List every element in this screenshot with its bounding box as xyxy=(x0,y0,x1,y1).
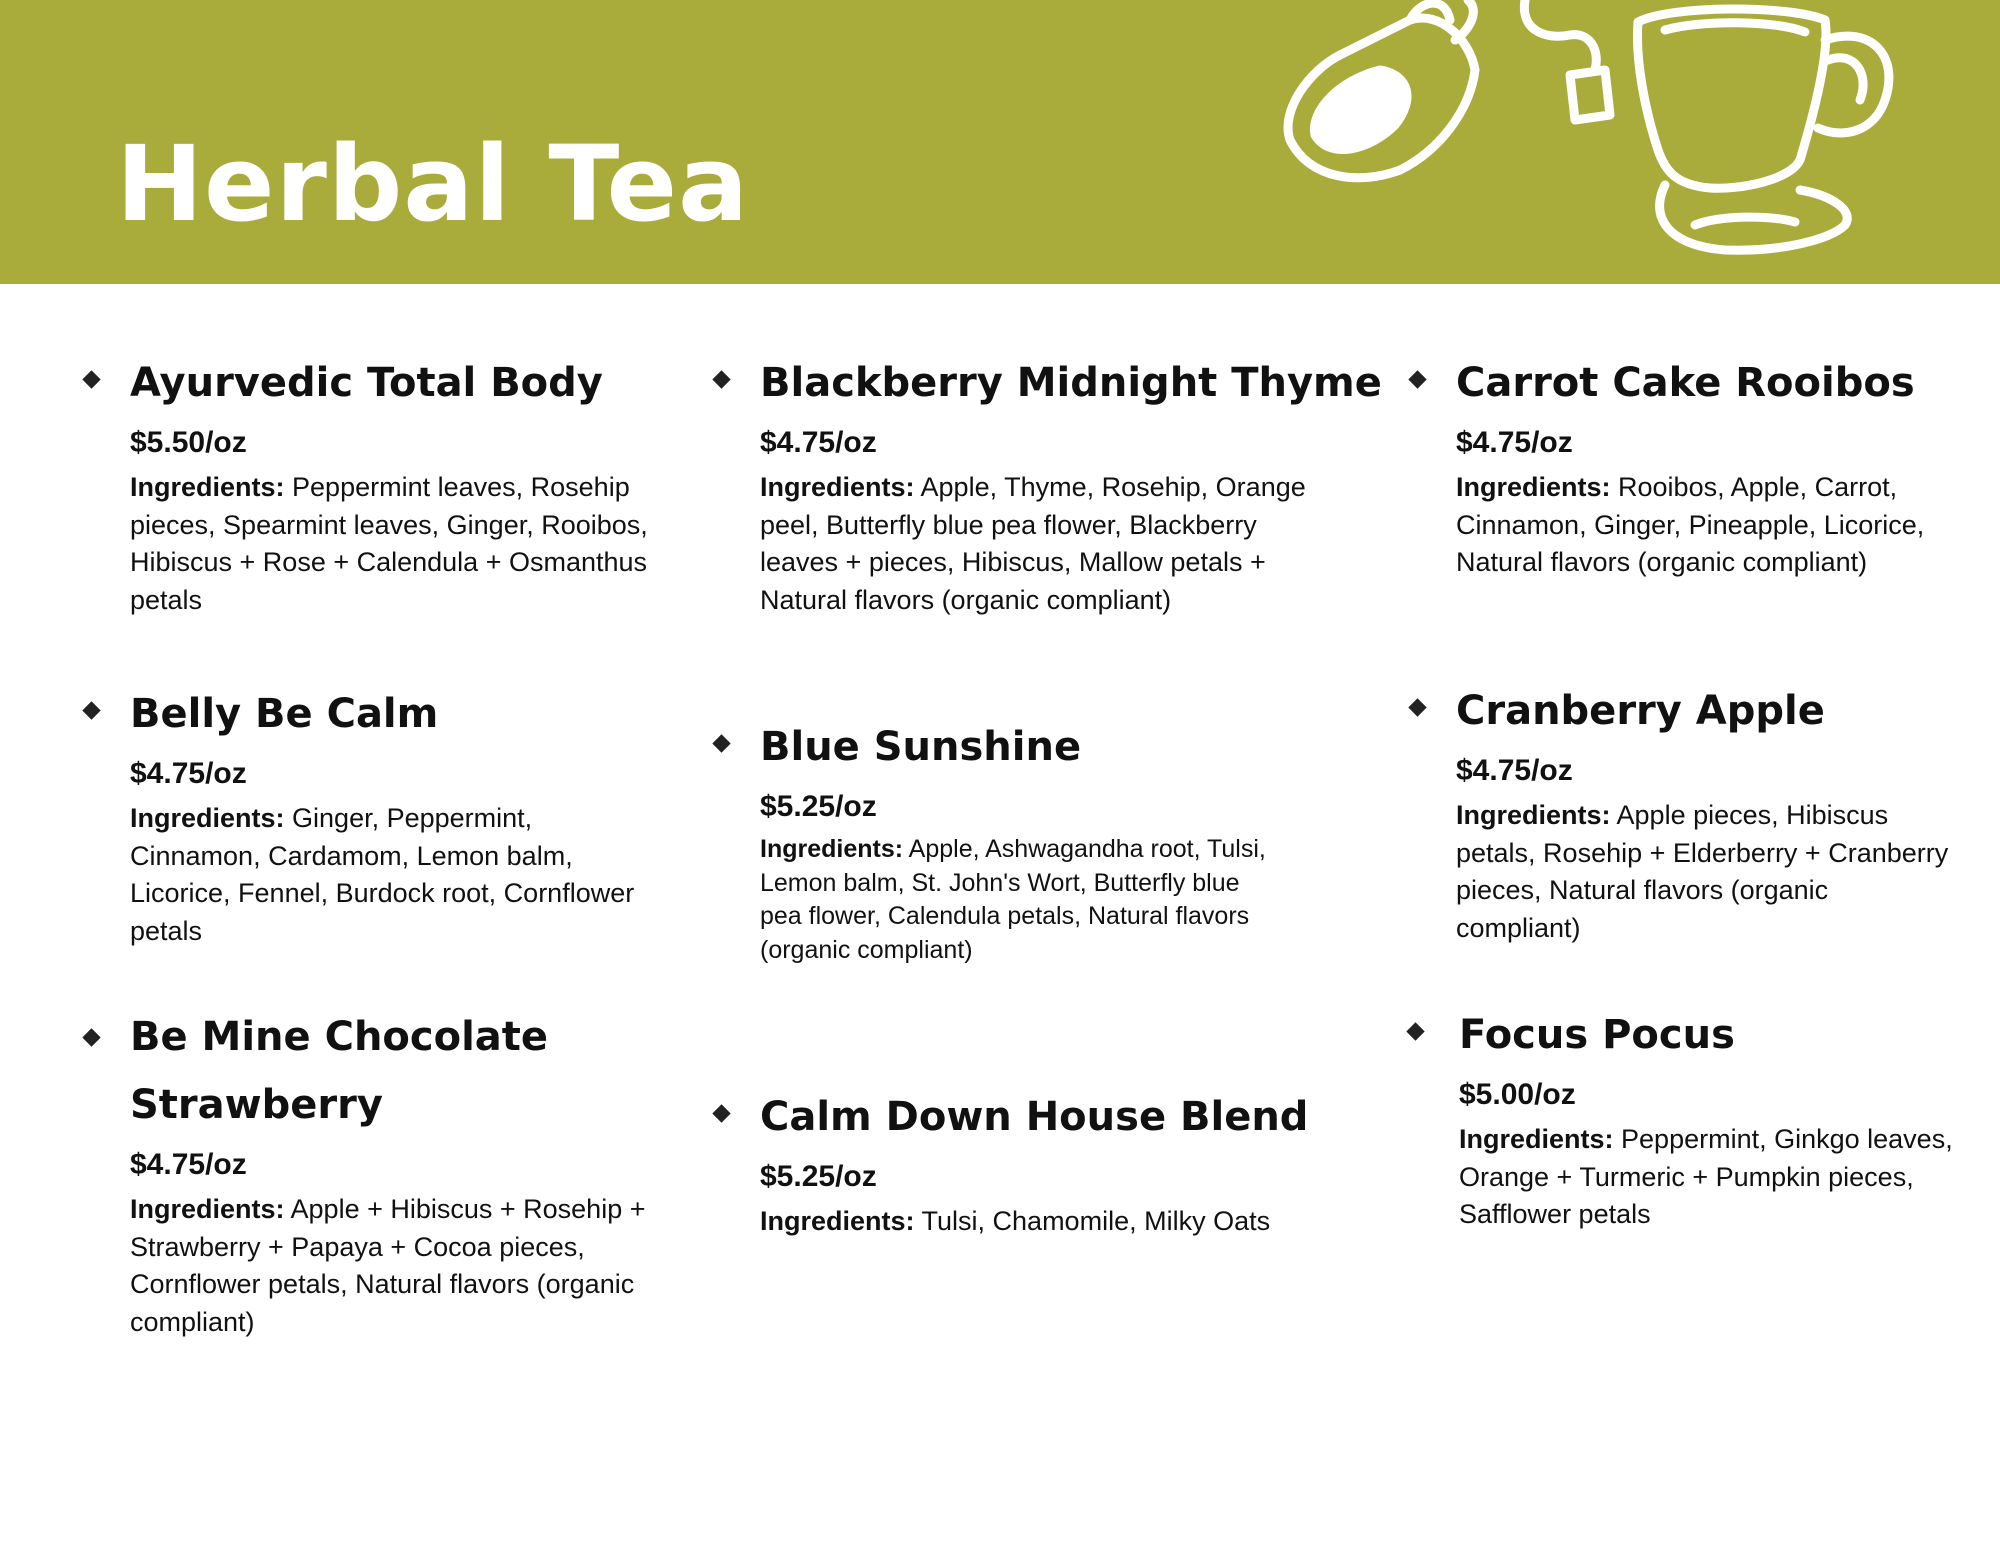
ingredients-label: Ingredients: xyxy=(760,1206,915,1236)
item-name: Cranberry Apple xyxy=(1456,688,1825,734)
item-ingredients xyxy=(760,833,1280,967)
item-name: Ayurvedic Total Body xyxy=(130,360,603,406)
ingredients-label: Ingredients: xyxy=(1456,472,1611,502)
header-banner xyxy=(0,0,2000,284)
ingredients-text: Apple, Thyme, Rosehip, Orange peel, Butterfly blue pea flower, Blackberry leaves + pieces, Hibiscus, Mallow petals + Natural flavors (organic compliant) xyxy=(760,472,1306,615)
list-item xyxy=(760,1083,1309,1241)
diamond-bullet-icon xyxy=(82,701,100,719)
item-ingredients xyxy=(1459,1121,1959,1234)
item-ingredients xyxy=(1456,469,1956,582)
list-item xyxy=(1459,1001,1959,1234)
tea-bag-icon xyxy=(1288,0,1475,178)
diamond-bullet-icon xyxy=(712,370,730,388)
item-price: $4.75/oz xyxy=(760,426,877,459)
item-name: Be Mine Chocolate Strawberry xyxy=(130,1014,549,1128)
ingredients-label: Ingredients: xyxy=(130,1194,285,1224)
list-item xyxy=(130,680,650,950)
item-ingredients xyxy=(1456,797,1956,947)
item-price: $4.75/oz xyxy=(130,1148,247,1181)
list-item xyxy=(1456,677,1956,947)
item-name: Carrot Cake Rooibos xyxy=(1456,360,1915,406)
item-price: $4.75/oz xyxy=(1456,754,1573,787)
item-ingredients xyxy=(130,1191,650,1341)
item-ingredients xyxy=(760,469,1320,619)
ingredients-label: Ingredients: xyxy=(760,472,915,502)
item-name: Calm Down House Blend xyxy=(760,1094,1309,1140)
ingredients-label: Ingredients: xyxy=(1459,1124,1614,1154)
diamond-bullet-icon xyxy=(1408,370,1426,388)
list-item xyxy=(130,1003,650,1341)
list-item xyxy=(1456,349,1956,582)
list-item xyxy=(760,349,1382,619)
teacup-icon xyxy=(1270,0,2000,284)
item-price: $5.50/oz xyxy=(130,426,247,459)
ingredients-text: Apple, Ashwagandha root, Tulsi, Lemon balm, St. John's Wort, Butterfly blue pea flower, Calendula petals, Natural flavors (organic compliant) xyxy=(760,835,1266,964)
item-ingredients xyxy=(130,469,650,619)
item-ingredients xyxy=(130,800,650,950)
ingredients-label: Ingredients: xyxy=(130,803,285,833)
item-name: Focus Pocus xyxy=(1459,1012,1735,1058)
ingredients-text: Peppermint leaves, Rosehip pieces, Spearmint leaves, Ginger, Rooibos, Hibiscus + Rose + Calendula + Osmanthus petals xyxy=(130,472,648,615)
ingredients-text: Apple pieces, Hibiscus petals, Rosehip + Elderberry + Cranberry pieces, Natural flavors (organic compliant) xyxy=(1456,800,1949,943)
ingredients-text: Rooibos, Apple, Carrot, Cinnamon, Ginger, Pineapple, Licorice, Natural flavors (organic compliant) xyxy=(1456,472,1925,577)
item-price: $4.75/oz xyxy=(1456,426,1573,459)
item-price: $5.00/oz xyxy=(1459,1078,1576,1111)
diamond-bullet-icon xyxy=(712,734,730,752)
item-name: Blue Sunshine xyxy=(760,724,1082,770)
ingredients-text: Ginger, Peppermint, Cinnamon, Cardamom, Lemon balm, Licorice, Fennel, Burdock root, Cornflower petals xyxy=(130,803,635,946)
item-price: $5.25/oz xyxy=(760,790,877,823)
ingredients-text: Apple + Hibiscus + Rosehip + Strawberry + Papaya + Cocoa pieces, Cornflower petals, Natural flavors (organic compliant) xyxy=(130,1194,646,1337)
item-name: Belly Be Calm xyxy=(130,691,439,737)
ingredients-label: Ingredients: xyxy=(1456,800,1611,830)
list-item xyxy=(130,349,650,619)
item-price: $4.75/oz xyxy=(130,757,247,790)
ingredients-label: Ingredients: xyxy=(760,835,904,863)
ingredients-label: Ingredients: xyxy=(130,472,285,502)
ingredients-text: Peppermint, Ginkgo leaves, Orange + Turmeric + Pumpkin pieces, Safflower petals xyxy=(1459,1124,1953,1229)
ingredients-text: Tulsi, Chamomile, Milky Oats xyxy=(921,1206,1271,1236)
item-price: $5.25/oz xyxy=(760,1160,877,1193)
diamond-bullet-icon xyxy=(1408,698,1426,716)
diamond-bullet-icon xyxy=(82,1028,100,1046)
item-name: Blackberry Midnight Thyme xyxy=(760,360,1382,406)
diamond-bullet-icon xyxy=(82,370,100,388)
item-ingredients xyxy=(760,1203,1290,1241)
diamond-bullet-icon xyxy=(712,1104,730,1122)
diamond-bullet-icon xyxy=(1406,1022,1424,1040)
page-title: Herbal Tea xyxy=(116,123,750,245)
list-item xyxy=(760,713,1280,967)
